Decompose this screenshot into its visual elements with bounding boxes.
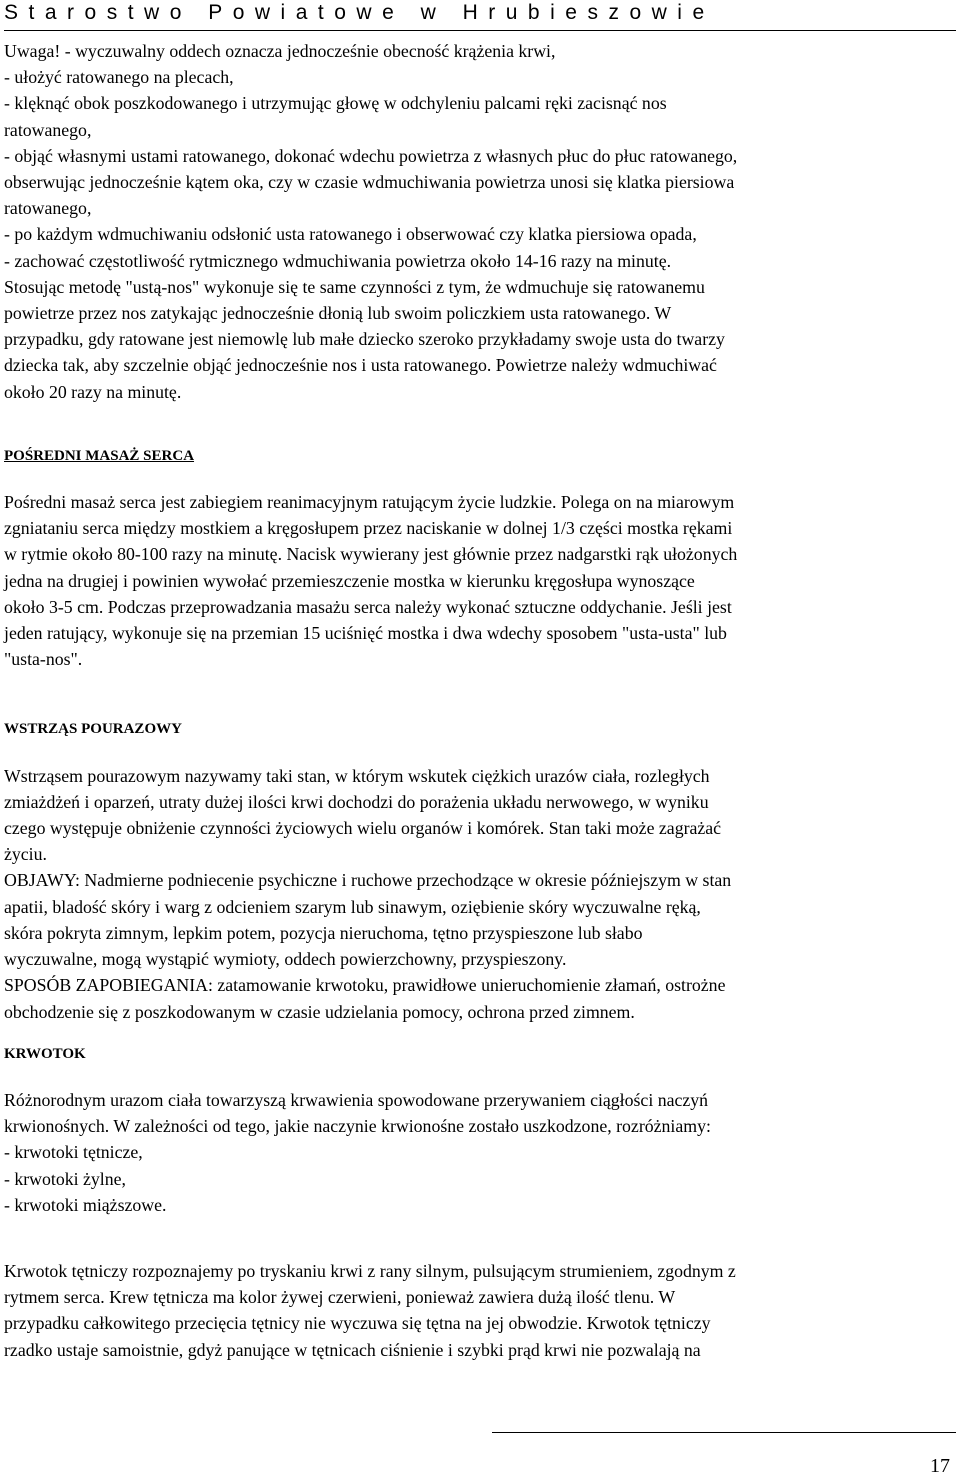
text-line: czego występuje obniżenie czynności życiowych wielu organów i komórek. Stan taki może zagrażać xyxy=(4,818,722,839)
text-line: - objąć własnymi ustami ratowanego, dokonać wdechu powietrza z własnych płuc do płuc ratowanego, xyxy=(4,145,738,166)
section-heading-masaz: POŚREDNI MASAŻ SERCA xyxy=(4,447,195,464)
text-line: zmiażdżeń i oparzeń, utraty dużej ilości krwi dochodzi do porażenia układu nerwowego, w wyniku xyxy=(4,791,709,812)
page-header xyxy=(4,0,956,31)
section-heading-krwotok: KRWOTOK xyxy=(4,1045,86,1062)
text-line: około 20 razy na minutę. xyxy=(4,381,182,402)
text-line: wyczuwalne, mogą wystąpić wymioty, oddech powierzchowny, przyspieszony. xyxy=(4,949,567,970)
text-line: - krwotoki miąższowe. xyxy=(4,1194,167,1215)
text-line: obserwując jednocześnie kątem oka, czy w czasie wdmuchiwania powietrza unosi się klatka piersiowa xyxy=(4,172,735,193)
text-line: jeden ratujący, wykonuje się na przemian 15 uciśnięć mostka i dwa wdechy sposobem "usta-usta" lub xyxy=(4,623,727,644)
footer-divider xyxy=(492,1432,956,1433)
text-line: SPOSÓB ZAPOBIEGANIA: zatamowanie krwotoku, prawidłowe unieruchomienie złamań, ostrożne xyxy=(4,975,726,996)
text-line: "usta-nos". xyxy=(4,649,83,670)
masaz-paragraph xyxy=(4,489,956,672)
text-line: - klęknąć obok poszkodowanego i utrzymując głowę w odchyleniu palcami ręki zacisnąć nos xyxy=(4,93,667,114)
text-line: Wstrząsem pourazowym nazywamy taki stan, w którym wskutek ciężkich urazów ciała, rozległych xyxy=(4,765,710,786)
text-line: jedna na drugiej i powinien wywołać przemieszczenie mostka w kierunku kręgosłupa wynoszące xyxy=(4,570,695,591)
text-line: krwionośnych. W zależności od tego, jakie naczynie krwionośne zostało uszkodzone, rozróżniamy: xyxy=(4,1116,711,1137)
intro-paragraph xyxy=(4,38,956,405)
text-line: - po każdym wdmuchiwaniu odsłonić usta ratowanego i obserwować czy klatka piersiowa opada, xyxy=(4,224,697,245)
document-body xyxy=(4,38,956,1363)
text-line: - krwotoki żylne, xyxy=(4,1168,126,1189)
krwotok-tetniczy-paragraph xyxy=(4,1258,956,1363)
text-line: zgniataniu serca między mostkiem a kręgosłupem przez naciskanie w dolnej 1/3 części mostka rękami xyxy=(4,518,733,539)
text-line: rytmem serca. Krew tętnicza ma kolor żywej czerwieni, ponieważ zawiera dużą ilość tlenu. W xyxy=(4,1287,676,1308)
text-line: apatii, bladość skóry i warg z odcieniem szarym lub sinawym, oziębienie skóry wyczuwalne ręką, xyxy=(4,896,701,917)
text-line: - zachować częstotliwość rytmicznego wdmuchiwania powietrza około 14-16 razy na minutę. xyxy=(4,250,672,271)
text-line: OBJAWY: Nadmierne podniecenie psychiczne i ruchowe przechodzące w okresie późniejszym w stan xyxy=(4,870,732,891)
text-line: rzadko ustaje samoistnie, gdyż panujące w tętnicach ciśnienie i szybki prąd krwi nie pozwalają na xyxy=(4,1339,701,1360)
text-line: około 3-5 cm. Podczas przeprowadzania masażu serca należy wykonać sztuczne oddychanie. Jeśli jest xyxy=(4,596,732,617)
text-line: w rytmie około 80-100 razy na minutę. Nacisk wywierany jest głównie przez nadgarstki rąk ułożonych xyxy=(4,544,738,565)
text-line: Stosując metodę "ustą-nos" wykonuje się te same czynności z tym, że wdmuchuje się ratowanemu xyxy=(4,276,705,297)
text-line: ratowanego, xyxy=(4,119,92,140)
text-line: przypadku całkowitego przecięcia tętnicy nie wyczuwa się tętna na jej obwodzie. Krwotok tętniczy xyxy=(4,1313,711,1334)
krwotok-paragraph xyxy=(4,1087,956,1218)
text-line: Krwotok tętniczy rozpoznajemy po tryskaniu krwi z rany silnym, pulsującym strumieniem, zgodnym z xyxy=(4,1260,736,1281)
page-number: 17 xyxy=(930,1455,950,1477)
header-title: Starostwo Powiatowe w Hrubieszowie xyxy=(4,1,715,24)
section-heading-wstrzas: WSTRZĄS POURAZOWY xyxy=(4,721,182,738)
text-line: dziecka tak, aby szczelnie objąć jednocześnie nos i usta ratowanego. Powietrze należy wdmuchiwać xyxy=(4,355,717,376)
wstrzas-paragraph xyxy=(4,763,956,1025)
text-line: przypadku, gdy ratowane jest niemowlę lub małe dziecko szeroko przykładamy swoje usta do twarzy xyxy=(4,329,725,350)
text-line: ratowanego, xyxy=(4,198,92,219)
text-line: skóra pokryta zimnym, lepkim potem, pozycja nieruchoma, tętno przyspieszone lub słabo xyxy=(4,922,643,943)
text-line: - ułożyć ratowanego na plecach, xyxy=(4,67,234,88)
text-line: Uwaga! - wyczuwalny oddech oznacza jednocześnie obecność krążenia krwi, xyxy=(4,41,556,61)
text-line: powietrze przez nos zatykając jednocześnie dłonią lub swoim policzkiem usta ratowanego. W xyxy=(4,303,672,324)
text-line: Pośredni masaż serca jest zabiegiem reanimacyjnym ratującym życie ludzkie. Polega on na miarowym xyxy=(4,492,735,513)
text-line: obchodzenie się z poszkodowanym w czasie udzielania pomocy, ochrona przed zimnem. xyxy=(4,1001,635,1022)
text-line: - krwotoki tętnicze, xyxy=(4,1142,143,1163)
text-line: życiu. xyxy=(4,844,47,865)
text-line: Różnorodnym urazom ciała towarzyszą krwawienia spowodowane przerywaniem ciągłości naczyń xyxy=(4,1089,709,1110)
